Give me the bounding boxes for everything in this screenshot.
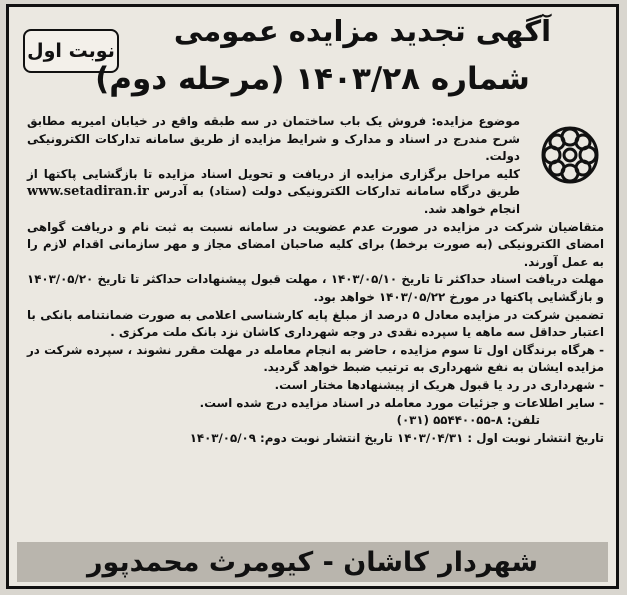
procedure-end: انجام خواهد شد. <box>423 201 520 216</box>
publish-dates: تاریخ انتشار نوبت اول : ۱۴۰۳/۰۴/۳۱ تاریخ انتشار نوبت دوم: ۱۴۰۳/۰۵/۰۹ <box>189 430 604 445</box>
info-paragraph: - سایر اطلاعات و جزئیات مورد معامله در اسناد مزایده درج شده است. <box>199 395 604 410</box>
round-badge: نوبت اول <box>23 29 119 73</box>
notice-title: آگهی تجدید مزایده عمومی <box>173 14 552 48</box>
subject-paragraph: موضوع مزایده: فروش یک باب ساختمان در سه طبقه واقع در خیابان امیریه مطابق شرح مندرج در اسناد و مدارک و شرایط مزایده از طریق سامانه تدارکات الکترونیکی دولت. <box>27 114 520 164</box>
notice-body <box>27 113 604 447</box>
deadline-paragraph: مهلت دریافت اسناد حداکثر تا تاریخ ۱۴۰۳/۰۵/۱۰ ، مهلت قبول پیشنهادات حداکثر تا تاریخ ۱۴۰۳/۰۵/۲۰ و بازگشایی پاکتها در مورخ ۱۴۰۳/۰۵/۲۲ خواهد بود. <box>27 272 604 304</box>
procedure-text: کلیه مراحل برگزاری مزایده از دریافت و تحویل اسناد مزایده تا بازگشایی پاکتها از طریق درگاه سامانه تدارکات الکترونیکی دولت (ستاد) به آدرس <box>27 166 521 199</box>
registration-paragraph: متقاضیان شرکت در مزایده در صورت عدم عضویت در سامانه نسبت به ثبت نام و دریافت گواهی امضای الکترونیکی (به صورت برخط) برای کلیه صاحبان امضای مجاز و مهر سازمانی اقدام لازم را به عمل آورند. <box>27 219 604 269</box>
auction-notice <box>6 4 619 589</box>
signature-bar: شهردار کاشان - کیومرث محمدپور <box>17 542 608 582</box>
guarantee-paragraph: تضمین شرکت در مزایده معادل ۵ درصد از مبلغ پایه کارشناسی اعلامی به صورت ضمانتنامه بانکی با اعتبار حداقل سه ماهه یا سپرده نقدی در وجه شهرداری کاشان نزد بانک ملت مرکزی . <box>27 307 604 340</box>
rights-paragraph: - شهرداری در رد یا قبول هریک از پیشنهادها مختار است. <box>274 377 604 392</box>
notice-subtitle: شماره ۱۴۰۳/۲۸ (مرحله دوم) <box>95 61 530 97</box>
phone-line: تلفن: ۸-۵۵۴۴۰۰۵۵ (۰۳۱) <box>396 413 540 428</box>
forfeit-paragraph: - هرگاه برندگان اول تا سوم مزایده ، حاضر به انجام معامله در مهلت مقرر نشوند ، سپرده شرکت در مزایده ایشان به نفع شهرداری به ترتیب ضبط خواهد گردید. <box>27 342 604 375</box>
setad-url[interactable]: www.setadiran.ir <box>27 184 149 200</box>
procedure-paragraph <box>27 166 604 219</box>
